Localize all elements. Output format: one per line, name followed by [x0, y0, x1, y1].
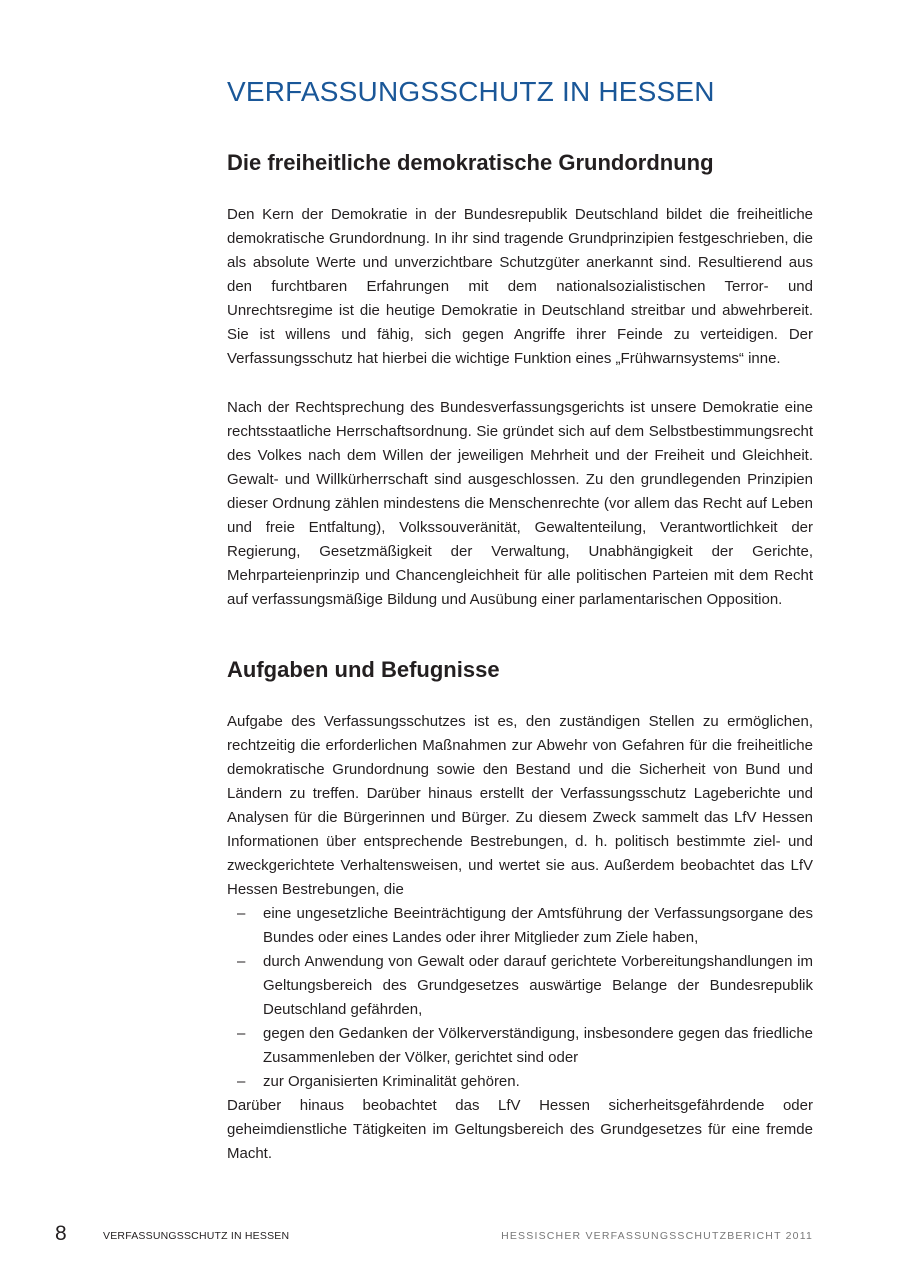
paragraph-aufgaben-intro: Aufgabe des Verfassungsschutzes ist es, den zuständigen Stellen zu ermöglichen, rechtzeitig die erforderlichen Maßnahmen zur Abwehr von Gefahren für die freiheitliche demokratische Grundordnung sowie den Bestand und die Sicherheit von Bund und Ländern zu treffen. Darüber hinaus erstellt der Verfassungsschutz Lageberichte und Analysen für die Bürgerinnen und Bürger. Zu diesem Zweck sammelt das LfV Hessen Informationen über entsprechende Bestrebungen, d. h. politisch bestimmte ziel- und zweckgerichtete Verhaltensweisen, und wertet sie aus. Außerdem beobachtet das LfV Hessen Bestrebungen, die — [227, 713, 813, 898]
section-aufgaben-body — [227, 710, 813, 1166]
paragraph-text: Nach der Rechtsprechung des Bundesverfassungsgerichts ist unsere Demokratie eine rechtsstaatliche Herrschaftsordnung. Sie gründet sich auf dem Selbstbestimmungsrecht des Volkes nach dem Willen der jeweiligen Mehrheit und der Freiheit und Gleichheit. Gewalt- und Willkürherrschaft sind ausgeschlossen. Zu den grundlegenden Prinzipien dieser Ordnung zählen mindestens die Menschenrechte (vor allem das Recht auf Leben und freie Entfaltung), Volkssouveränität, Gewaltenteilung, Verantwortlichkeit der Regierung, Gesetzmäßigkeit der Verwaltung, Unabhängigkeit der Gerichte, Mehrparteienprinzip und Chancengleichheit für alle politischen Parteien mit dem Recht auf verfassungsmäßige Bildung und Ausübung einer parlamentarischen Opposition. — [227, 399, 813, 608]
page-title: VERFASSUNGSSCHUTZ IN HESSEN — [227, 76, 715, 107]
list-item-text: zur Organisierten Kriminalität gehören. — [263, 1073, 520, 1090]
list-item-text: eine ungesetzliche Beeinträchtigung der Amtsführung der Verfassungsorgane des Bundes oder eines Landes oder ihrer Mitglieder zum Ziele haben, — [263, 905, 813, 946]
bestrebungen-list — [227, 902, 813, 1094]
paragraph-grundordnung-2 — [227, 396, 813, 612]
page-footer — [0, 1222, 900, 1248]
list-item-text: durch Anwendung von Gewalt oder darauf gerichtete Vorbereitungshandlungen im Geltungsbereich des Grundgesetzes auswärtige Belange der Bundesrepublik Deutschland gefährden, — [263, 953, 813, 1018]
list-item-text: gegen den Gedanken der Völkerverständigung, insbesondere gegen das friedliche Zusammenleben der Völker, gerichtet sind oder — [263, 1025, 813, 1066]
footer-section-title: VERFASSUNGSSCHUTZ IN HESSEN — [103, 1230, 290, 1242]
paragraph-grundordnung-1 — [227, 203, 813, 371]
dash-bullet: – — [237, 1073, 246, 1090]
list-item — [227, 1070, 813, 1094]
list-item — [227, 950, 813, 1022]
section-heading-aufgaben: Aufgaben und Befugnisse — [227, 657, 500, 682]
section-heading-grundordnung: Die freiheitliche demokratische Grundordnung — [227, 150, 714, 175]
dash-bullet: – — [237, 905, 246, 922]
dash-bullet: – — [237, 1025, 246, 1042]
list-item — [227, 1022, 813, 1070]
paragraph-aufgaben-outro: Darüber hinaus beobachtet das LfV Hessen sicherheitsgefährdende oder geheimdienstliche Tätigkeiten im Geltungsbereich des Grundgesetzes für eine fremde Macht. — [227, 1097, 813, 1162]
paragraph-text: Den Kern der Demokratie in der Bundesrepublik Deutschland bildet die freiheitliche demokratische Grundordnung. In ihr sind tragende Grundprinzipien festgeschrieben, die als absolute Werte und unverzichtbare Schutzgüter anerkannt sind. Resultierend aus den furchtbaren Erfahrungen mit dem nationalsozialistischen Terror- und Unrechtsregime ist die heutige Demokratie in Deutschland streitbar und abwehrbereit. Sie ist willens und fähig, sich gegen Angriffe ihrer Feinde zu verteidigen. Der Verfassungsschutz hat hierbei die wichtige Funktion eines „Frühwarnsystems“ inne. — [227, 206, 813, 367]
page-number: 8 — [55, 1222, 67, 1245]
footer-report-title: HESSISCHER VERFASSUNGSSCHUTZBERICHT 2011 — [501, 1230, 813, 1242]
list-item — [227, 902, 813, 950]
dash-bullet: – — [237, 953, 246, 970]
